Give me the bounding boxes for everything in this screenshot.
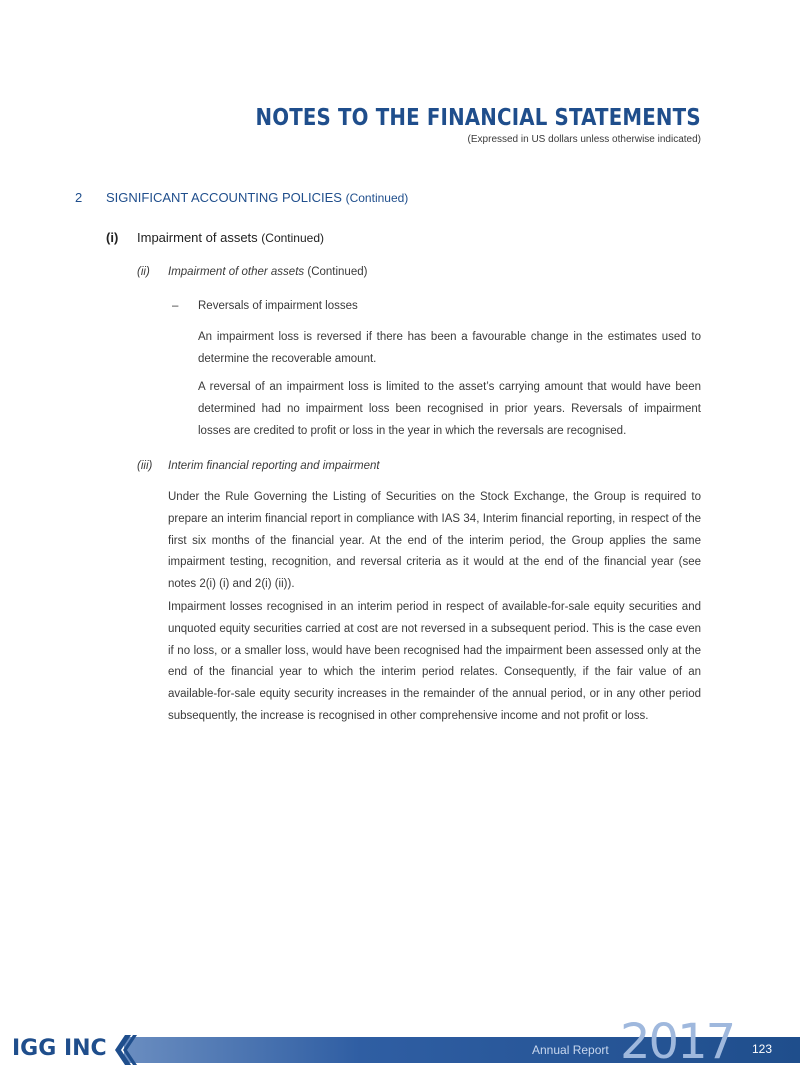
dash-bullet: –	[172, 300, 179, 312]
item-ii-number: (ii)	[137, 266, 150, 278]
reversals-paragraph-1: An impairment loss is reversed if there has been a favourable change in the estimates used to determine the recoverable amount.	[198, 331, 701, 365]
page-number: 123	[752, 1042, 773, 1056]
interim-paragraph-1: Under the Rule Governing the Listing of Securities on the Stock Exchange, the Group is required to prepare an interim financial report in compliance with IAS 34, Interim financial reporting, in respect of the first six months of the financial year. At the end of the interim period, the Group applies the same impairment testing, recognition, and reversal criteria as it would at the end of the financial year (see notes 2(i) (i) and 2(i) (ii)).	[168, 491, 701, 591]
report-year: 2017	[620, 1014, 735, 1070]
page-footer	[0, 1014, 800, 1070]
interim-paragraph-2: Impairment losses recognised in an interim period in respect of available-for-sale equity securities and unquoted equity securities carried at cost are not reversed in a subsequent period. This is the case even if no loss, or a smaller loss, would have been recognised had the impairment been assessed only at the end of the financial year to which the interim period relates. Consequently, if the fair value of an available-for-sale equity security increases in the remainder of the annual period, or in any other period subsequently, the increase is recognised in other comprehensive income and not profit or loss.	[168, 601, 701, 722]
section-title: SIGNIFICANT ACCOUNTING POLICIES	[106, 190, 342, 205]
section-number: 2	[75, 190, 83, 205]
subsection-continued: (Continued)	[261, 231, 324, 245]
chevron-left-icon	[113, 1033, 137, 1067]
item-ii-title: Impairment of other assets	[168, 266, 305, 278]
subsection-heading	[137, 230, 324, 245]
item-iii-number: (iii)	[137, 460, 153, 472]
section-heading	[106, 190, 408, 205]
page-subtitle: (Expressed in US dollars unless otherwise indicated)	[467, 134, 701, 145]
subsection-number: (i)	[106, 230, 119, 245]
subsection-title: Impairment of assets	[137, 230, 258, 245]
reversals-paragraph-2: A reversal of an impairment loss is limited to the asset’s carrying amount that would have been determined had no impairment loss been recognised in prior years. Reversals of impairment losses are credited to profit or loss in the year in which the reversals are recognised.	[198, 381, 701, 437]
annual-report-label: Annual Report	[532, 1043, 609, 1057]
section-continued: (Continued)	[345, 191, 409, 205]
company-logo: IGG INC	[12, 1036, 107, 1061]
item-iii-title: Interim financial reporting and impairment	[168, 460, 380, 472]
reversals-label: Reversals of impairment losses	[198, 300, 358, 312]
page-title: NOTES TO THE FINANCIAL STATEMENTS	[255, 105, 701, 131]
item-ii-continued: (Continued)	[307, 266, 368, 278]
item-ii-heading	[168, 266, 367, 278]
